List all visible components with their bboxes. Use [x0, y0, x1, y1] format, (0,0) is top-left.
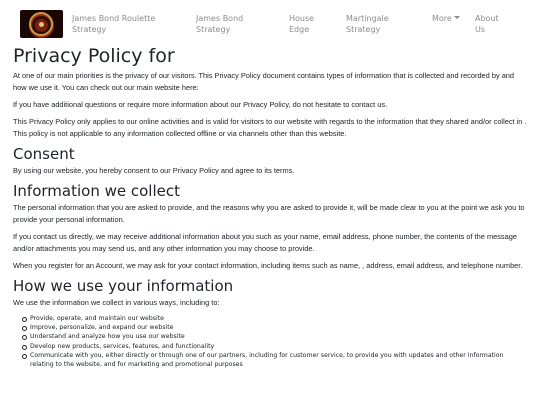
- nav-dropdown-more[interactable]: [432, 13, 466, 24]
- nav-link-martingale-strategy[interactable]: [346, 13, 408, 35]
- nav-link-james-bond-strategy[interactable]: [196, 13, 266, 35]
- section-heading-information-collect: Information we collect: [13, 182, 180, 200]
- use-list: [22, 314, 528, 369]
- collect-paragraph: The personal information that you are asked to provide, and the reasons why you are asked to provide it, will be made clear to you at the point we ask you to provide your personal information.: [13, 203, 525, 224]
- intro-paragraph: At one of our main priorities is the privacy of our visitors. This Privacy Policy document contains types of information that is collected and recorded by and how we use it. You can check out our main website here:: [13, 71, 515, 92]
- navbar: [0, 0, 540, 44]
- roulette-wheel-logo[interactable]: [20, 10, 63, 38]
- intro-paragraph: This Privacy Policy only applies to our online activities and is valid for visitors to our website with regards to the information that they shared and/or collect in . This policy is not applicable to any information collected offline or via channels other than this website.: [13, 117, 527, 138]
- use-paragraph: We use the information we collect in various ways, including to:: [13, 298, 220, 307]
- page-title: Privacy Policy for: [13, 45, 175, 67]
- logo-wheel-hub: [39, 22, 44, 27]
- nav-link-label: House Edge: [289, 14, 315, 34]
- nav-link-label: James Bond Strategy: [196, 14, 244, 34]
- main-content: [13, 44, 528, 369]
- section-heading-use-information: How we use your information: [13, 277, 234, 295]
- consent-paragraph: By using our website, you hereby consent to our Privacy Policy and agree to its terms.: [13, 166, 295, 175]
- nav-link-label: Martingale Strategy: [346, 14, 389, 34]
- nav-link-label: More: [432, 14, 452, 23]
- nav-link-james-bond-roulette-strategy[interactable]: [72, 13, 184, 35]
- collect-paragraph: When you register for an Account, we may ask for your contact information, including items such as name, , address, email address, and telephone number.: [13, 261, 523, 270]
- list-item: Understand and analyze how you use our website: [22, 332, 528, 341]
- nav-link-label: James Bond Roulette Strategy: [72, 14, 156, 34]
- nav-link-about-us[interactable]: [475, 13, 505, 35]
- caret-down-icon: [454, 16, 460, 19]
- list-item: Improve, personalize, and expand our website: [22, 323, 528, 332]
- intro-paragraph: If you have additional questions or require more information about our Privacy Policy, do not hesitate to contact us.: [13, 100, 388, 109]
- list-item: Develop new products, services, features, and functionality: [22, 342, 528, 351]
- list-item: Communicate with you, either directly or through one of our partners, including for customer service, to provide you with updates and other information relating to the website, and for marketing and promotional purposes: [22, 351, 528, 369]
- section-heading-consent: Consent: [13, 145, 75, 163]
- list-item: Provide, operate, and maintain our website: [22, 314, 528, 323]
- nav-link-house-edge[interactable]: [289, 13, 323, 35]
- collect-paragraph: If you contact us directly, we may receive additional information about you such as your name, email address, phone number, the contents of the message and/or attachments you may send us, and any other information you may choose to provide.: [13, 232, 517, 253]
- nav-link-label: About Us: [475, 14, 499, 34]
